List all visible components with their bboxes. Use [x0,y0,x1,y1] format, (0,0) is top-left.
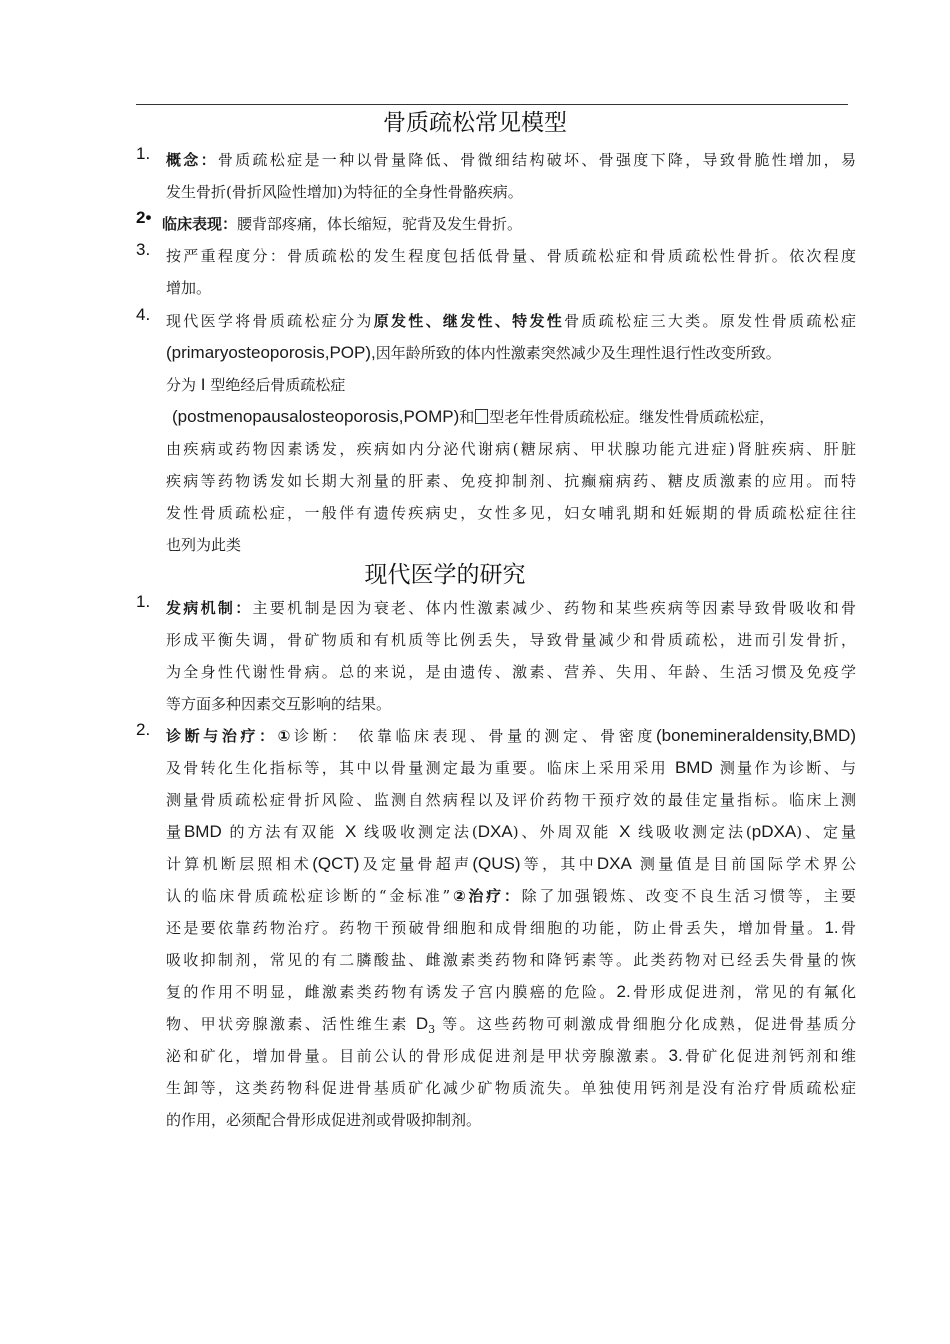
item-number: 1. [136,144,151,163]
item-number: 4. [136,305,151,324]
item-body: 按严重程度分：骨质疏松的发生程度包括低骨量、骨质疏松症和骨质疏松性骨折。依次程度 增加。 [166,247,856,297]
item-label: 临床表现： [162,215,238,233]
item-body: 临床表现：腰背部疼痛，体长缩短，驼背及发生骨折。 [162,215,523,233]
item-number: 3. [136,240,151,259]
page-title: 骨质疏松常见模型 [383,110,567,136]
item-label: 发病机制： [166,599,253,617]
item-body: 概念：骨质疏松症是一种以骨量降低、骨微细结构破坏、骨强度下降，导致骨脆性增加，易 发生骨折(骨折风险性增加)为特征的全身性骨骼疾病。 [166,151,856,201]
section-title: 现代医学的研究 [364,562,526,588]
item-body: 发病机制：主要机制是因为衰老、体内性激素减少、药物和某些疾病等因素导致骨吸收和骨 形成平衡失调，骨矿物质和有机质等比例丢失，导致骨量减少和骨质疏松，进而引发骨折， 为全身性代谢性骨病。总的来说，是由遗传、激素、营养、失用、年龄、生活习惯及免疫学 等方面多种因素交互影响的结果。 [166,599,856,713]
missing-glyph-box [475,409,488,424]
item-label: 概念： [166,151,218,169]
item-number: 2• [136,208,152,227]
item-label: 诊断与治疗：① [166,727,294,745]
item-number: 2. [136,720,151,739]
item-number: 1. [136,592,151,611]
item-body: 现代医学将骨质疏松症分为原发性、继发性、特发性骨质疏松症三大类。原发性骨质疏松症 (primaryosteoporosis,POP),因年龄所致的体内性激素突然减少及生理性退行性改变所致。 分为 I 型绝经后骨质疏松症 (postmenopausalosteoporosis,POMP)和 型老年性骨质疏松症。继发性骨质疏松症， 由疾病或药物因素诱发，疾病如内分泌代谢病(糖尿病、甲状腺功能亢进症)肾脏疾病、肝脏 疾病等药物诱发如长期大剂量的肝素、免疫抑制剂、抗癫痫病药、糖皮质激素的应用。而特 发性骨质疏松症，一般伴有遗传疾病史，女性多见，妇女哺乳期和妊娠期的骨质疏松症往往 也列为此类 [166,312,856,554]
item-body: 诊断与治疗：①诊断： 依靠临床表现、骨量的测定、骨密度(bonemineraldensity,BMD) 及骨转化生化指标等，其中以骨量测定最为重要。临床上采用采用 BMD 测量作为诊断、与 测量骨质疏松症骨折风险、监测自然病程以及评价药物干预疗效的最佳定量指标。临床上测 量BMD 的方法有双能 X 线吸收测定法(DXA)、外周双能 X 线吸收测定法(pDXA)、定量 计算机断层照相术(QCT)及定量骨超声(QUS)等，其中DXA 测量值是目前国际学术界公 认的临床骨质疏松症诊断的“金标准”②治疗：除了加强锻炼、改变不良生活习惯等，主要 还是要依靠药物治疗。药物干预破骨细胞和成骨细胞的功能，防止骨丢失，增加骨量。1.骨 吸收抑制剂，常见的有二膦酸盐、雌激素类药物和降钙素等。此类药物对已经丢失骨量的恢 复的作用不明显，雌激素类药物有诱发子宫内膜癌的危险。2.骨形成促进剂，常见的有氟化 物、甲状旁腺激素、活性维生素 $D_3$ 等。这些药物可刺激成骨细胞分化成熟，促进骨基质分 泌和矿化，增加骨量。目前公认的骨形成促进剂是甲状旁腺激素。3.骨矿化促进剂钙剂和维 生卸等，这类药物科促进骨基质矿化减少矿物质流失。单独使用钙剂是没有治疗骨质疏松症 的作用，必须配合骨形成促进剂或骨吸抑制剂。 [166,726,856,1129]
